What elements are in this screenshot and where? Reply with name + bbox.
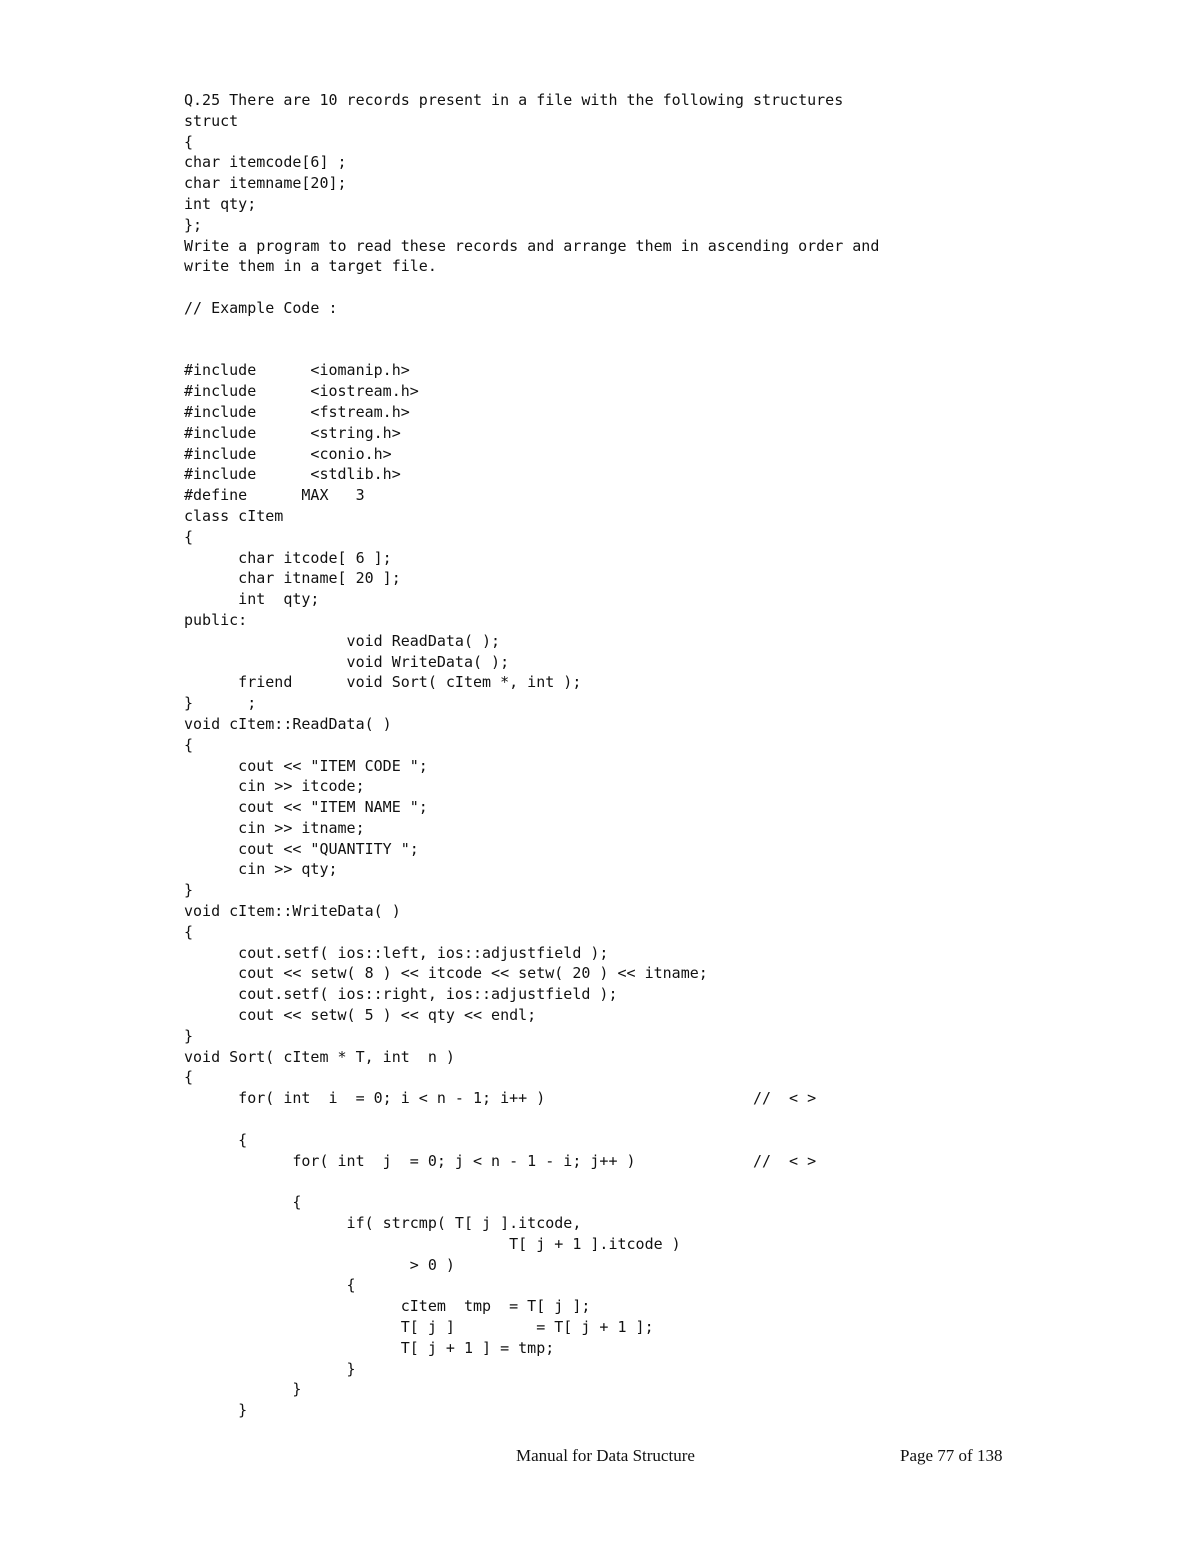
code-line: cout << "ITEM CODE "; [184, 756, 428, 775]
code-line: class cItem [184, 506, 284, 525]
code-line: #include <iostream.h> [184, 382, 419, 401]
code-listing [184, 90, 1084, 1421]
code-line: cin >> itcode; [184, 777, 365, 796]
code-line: cout.setf( ios::right, ios::adjustfield ); [184, 985, 618, 1004]
code-line: { [184, 1276, 356, 1295]
code-line: char itname[ 20 ]; [184, 569, 401, 588]
code-line: #include <string.h> [184, 423, 401, 442]
code-line: cout.setf( ios::left, ios::adjustfield ); [184, 943, 609, 962]
code-line: { [184, 1068, 194, 1087]
code-line: } [184, 1380, 302, 1399]
code-line: } [184, 1401, 248, 1420]
code-line: for( int i = 0; i < n - 1; i++ ) // < > [184, 1089, 817, 1108]
code-line: void Sort( cItem * T, int n ) [184, 1047, 455, 1066]
code-line: void cItem::ReadData( ) [184, 714, 392, 733]
code-line: { [184, 1193, 302, 1212]
footer-page-number: Page 77 of 138 [900, 1446, 1003, 1465]
code-line: // Example Code : [184, 298, 338, 317]
code-line: T[ j + 1 ] = tmp; [184, 1338, 555, 1357]
code-line: { [184, 132, 194, 151]
code-line: cout << setw( 8 ) << itcode << setw( 20 ) << itname; [184, 964, 708, 983]
code-line: } [184, 1359, 356, 1378]
code-line: #include <fstream.h> [184, 402, 410, 421]
code-line: void WriteData( ); [184, 652, 510, 671]
code-line: cout << setw( 5 ) << qty << endl; [184, 1006, 537, 1025]
code-line: { [184, 922, 194, 941]
code-line: }; [184, 215, 203, 234]
code-line: cout << "QUANTITY "; [184, 839, 419, 858]
code-line: char itemcode[6] ; [184, 153, 347, 172]
code-line: if( strcmp( T[ j ].itcode, [184, 1214, 582, 1233]
code-line: > 0 ) [184, 1255, 455, 1274]
code-line: cItem tmp = T[ j ]; [184, 1297, 591, 1316]
code-line: void cItem::WriteData( ) [184, 902, 401, 921]
footer-title: Manual for Data Structure [516, 1446, 695, 1465]
code-line: int qty; [184, 590, 320, 609]
code-line: { [184, 527, 194, 546]
code-line: struct [184, 111, 239, 130]
code-line: for( int j = 0; j < n - 1 - i; j++ ) // < > [184, 1151, 817, 1170]
code-line: write them in a target file. [184, 257, 437, 276]
code-line: { [184, 1130, 248, 1149]
code-line [184, 1171, 1084, 1192]
code-line: void ReadData( ); [184, 631, 501, 650]
code-line: Write a program to read these records and arrange them in ascending order and [184, 236, 880, 255]
code-line: cin >> qty; [184, 860, 338, 879]
code-line: #include <stdlib.h> [184, 465, 401, 484]
code-line [184, 1109, 1084, 1130]
code-line: T[ j + 1 ].itcode ) [184, 1234, 681, 1253]
code-line: #define MAX 3 [184, 486, 365, 505]
code-line: T[ j ] = T[ j + 1 ]; [184, 1318, 654, 1337]
code-line: char itemname[20]; [184, 174, 347, 193]
code-line [184, 340, 1084, 361]
code-line: cout << "ITEM NAME "; [184, 798, 428, 817]
code-line: Q.25 There are 10 records present in a file with the following structures [184, 91, 844, 109]
code-line: } [184, 881, 194, 900]
code-line: } ; [184, 694, 257, 713]
code-line: #include <iomanip.h> [184, 361, 410, 380]
code-line: char itcode[ 6 ]; [184, 548, 392, 567]
code-line: } [184, 1026, 194, 1045]
code-line: friend void Sort( cItem *, int ); [184, 673, 582, 692]
code-line: cin >> itname; [184, 818, 365, 837]
code-line: public: [184, 610, 248, 629]
code-line [184, 319, 1084, 340]
code-line: int qty; [184, 194, 257, 213]
code-line: { [184, 735, 194, 754]
code-line [184, 277, 1084, 298]
code-line: #include <conio.h> [184, 444, 392, 463]
